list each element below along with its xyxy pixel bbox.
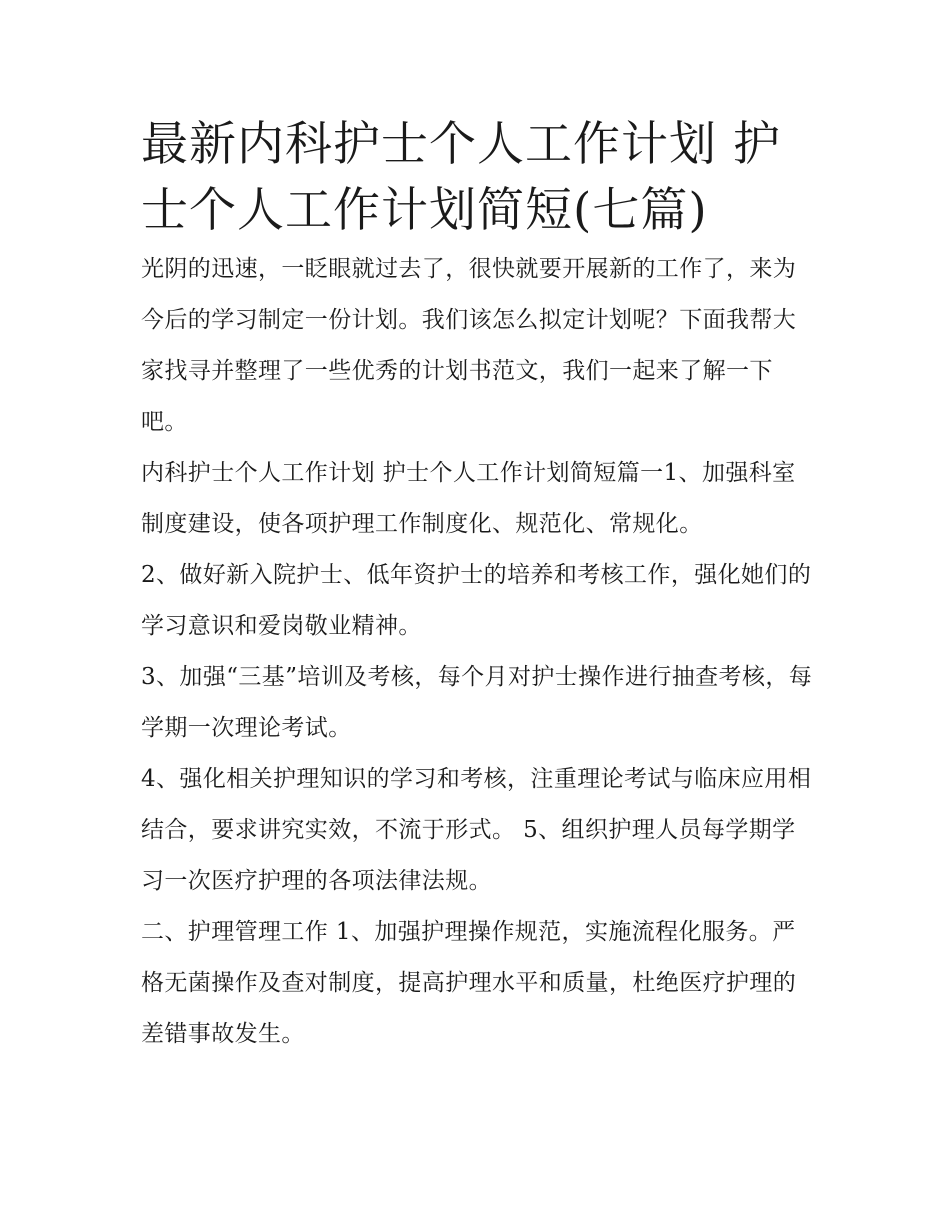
section-1-paragraph: 内科护士个人工作计划 护士个人工作计划简短篇一1、加强科室制度建设，使各项护理工作制度化、规范化、常规化。 <box>141 460 796 537</box>
intro-paragraph: 光阴的迅速，一眨眼就过去了，很快就要开展新的工作了，来为今后的学习制定一份计划。我们该怎么拟定计划呢？下面我帮大家找寻并整理了一些优秀的计划书范文，我们一起来了解一下吧。 <box>141 256 797 435</box>
item-4-5-paragraph: 4、强化相关护理知识的学习和考核，注重理论考试与临床应用相结合，要求讲究实效，不流于形式。 5、组织护理人员每学期学习一次医疗护理的各项法律法规。 <box>141 766 812 894</box>
document-title: 最新内科护士个人工作计划 护士个人工作计划简短(七篇) <box>141 117 781 238</box>
section-2-paragraph: 二、护理管理工作 1、加强护理操作规范，实施流程化服务。严格无菌操作及查对制度，提高护理水平和质量，杜绝医疗护理的差错事故发生。 <box>141 919 797 1047</box>
document-page <box>141 112 816 1060</box>
item-2-paragraph: 2、做好新入院护士、低年资护士的培养和考核工作，强化她们的学习意识和爱岗敬业精神。 <box>141 562 812 639</box>
item-3-paragraph: 3、加强“三基”培训及考核，每个月对护士操作进行抽查考核，每学期一次理论考试。 <box>141 664 813 741</box>
